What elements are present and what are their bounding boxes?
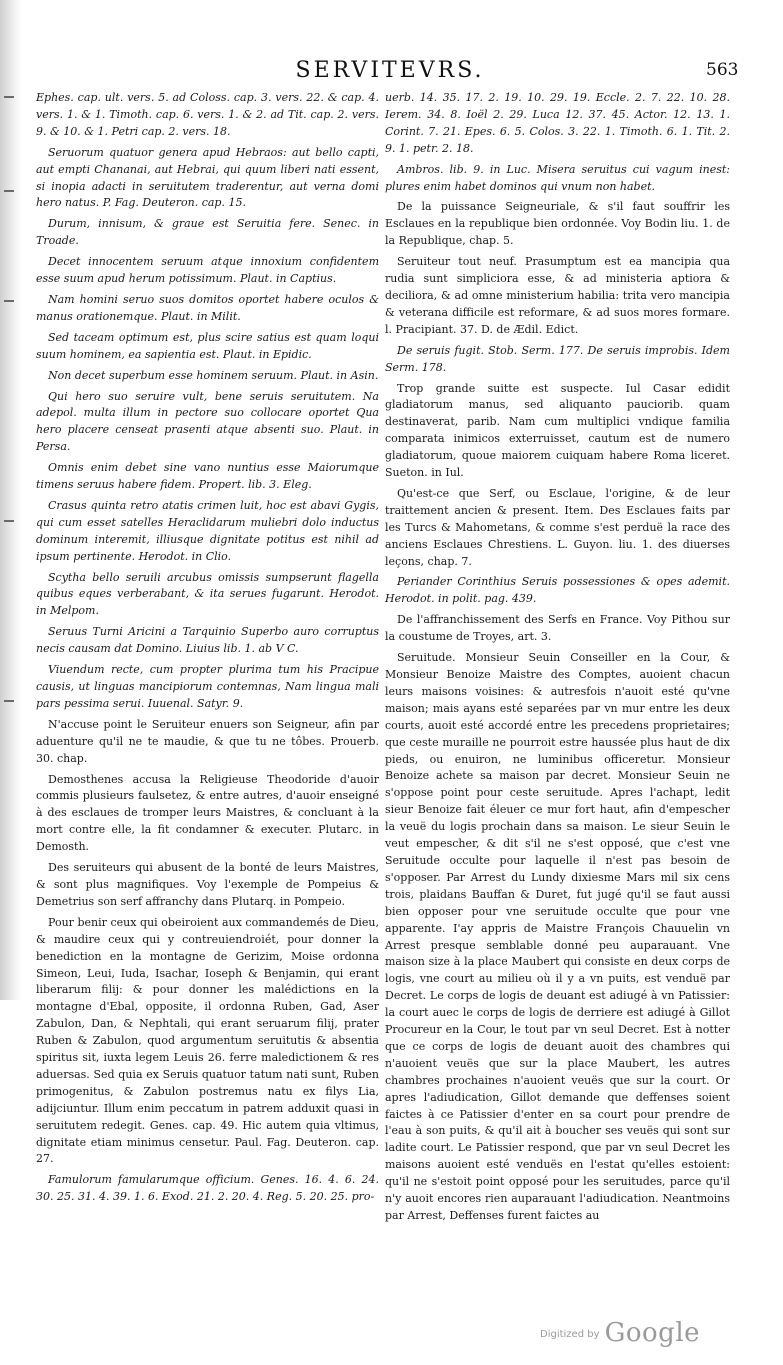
paragraph: De seruis fugit. Stob. Serm. 177. De seruis improbis. Idem Serm. 178.	[385, 343, 730, 374]
paragraph: Ephes. cap. ult. vers. 5. ad Coloss. cap. 3. vers. 22. & cap. 4. vers. 1. & 1. Timoth. cap. 6. vers. 1. & 2. ad Tit. cap. 2. vers. 9. & 10. & 1. Petri cap. 2. vers. 18.	[36, 91, 379, 138]
right-text-column	[385, 90, 730, 1229]
digitized-watermark	[540, 1318, 700, 1348]
paragraph: Viuendum recte, cum propter plurima tum his Pracipue causis, ut linguas mancipiorum contemnas, Nam lingua mali pars pessima serui. Iuuenal. Satyr. 9.	[36, 663, 379, 710]
paragraph: Pour benir ceux qui obeiroient aux commandemés de Dieu, & maudire ceux qui y contreuiendroiét, pour donner la benediction en la montagne de Gerizim, Moise ordonna Simeon, Leui, Iuda, Isachar, Ioseph & Benjamin, qui erant liberarum filij: & pour donner les malédictions en la montagne d'Ebal, opposite, il ordonna Ruben, Gad, Aser Zabulon, Dan, & Nephtali, qui erant seruarum filij, prater Ruben & Zabulon, quod argumentum seruitutis & absentia spiritus sit, iuxta legem Leuis 26. ferre maledictionem & res aduersas. Sed quia ex Seruis quatuor tatum nati sunt, Ruben primogenitus, & Zabulon postremus natu ex filys Lia, adijciuntur. Illum enim peccatum in patrem adduxit quasi in seruitutem redegit. Genes. cap. 49. Hic autem quia vltimus, dignitate etiam minimus censetur. Paul. Fag. Deuteron. cap. 27.	[36, 915, 379, 1166]
paragraph: N'accuse point le Seruiteur enuers son Seigneur, afin par aduenture qu'il ne te maudie, & que tu ne tôbes. Prouerb. 30. chap.	[36, 717, 379, 765]
watermark-brand: Google	[604, 1318, 701, 1348]
paragraph: Crasus quinta retro atatis crimen luit, hoc est abavi Gygis, qui cum esset satelles Heraclidarum muliebri dolo inductus dominum interemit, illiusque dignitate potitus est nihil ad ipsum pertinente. Herodot. in Clio.	[36, 498, 379, 563]
paragraph: Qu'est-ce que Serf, ou Esclaue, l'origine, & de leur traittement ancien & present. Item. Des Esclaues faits par les Turcs & Mahometans, & comme s'est perduë la race des anciens Esclaues Chrestiens. L. Guyon. liu. 1. des diuerses leçons, chap. 7.	[385, 486, 730, 568]
paragraph: Decet innocentem seruum atque innoxium confidentem esse suum apud herum potissimum. Plaut. in Captius.	[36, 255, 379, 286]
paragraph: Periander Corinthius Seruis possessiones & opes ademit. Herodot. in polit. pag. 439.	[385, 575, 730, 606]
edge-mark	[4, 520, 14, 522]
paragraph: Famulorum famularumque officium. Genes. 16. 4. 6. 24. 30. 25. 31. 4. 39. 1. 6. Exod. 21. 2. 20. 4. Reg. 5. 20. 25. pro-	[36, 1173, 379, 1204]
watermark-prefix: Digitized by	[540, 1329, 600, 1340]
edge-mark	[4, 700, 14, 702]
edge-mark	[4, 96, 14, 98]
page-number: 563	[706, 60, 739, 80]
left-text-column	[36, 90, 379, 1210]
paragraph: Seruiteur tout neuf. Prasumptum est ea mancipia qua rudia sunt simpliciora esse, & ad ministeria aptiora & deciliora, & ad omne ministerium habilia: trita vero mancipia & veterana difficile est reformare, & ad suos mores formare. l. Pracipiant. 37. D. de Ædil. Edict.	[385, 255, 730, 336]
paragraph: Scytha bello seruili arcubus omissis sumpserunt flagella quibus eques verberabant, & ita serues fugarunt. Herodot. in Melpom.	[36, 570, 379, 618]
paragraph: Durum, innisum, & graue est Seruitia fere. Senec. in Troade.	[36, 217, 379, 248]
paragraph: Qui hero suo seruire vult, bene seruis seruitutem. Na adepol. multa illum in pectore suo collocare oportet Qua hero placere censeat prasenti atque absenti suo. Plaut. in Persa.	[36, 389, 379, 454]
paragraph: uerb. 14. 35. 17. 2. 19. 10. 29. 19. Eccle. 2. 7. 22. 10. 28. Ierem. 34. 8. Ioël 2. 29. Luca 12. 37. 45. Actor. 12. 13. 1. Corint. 7. 21. Epes. 6. 5. Colos. 3. 22. 1. Timoth. 6. 1. Tit. 2. 9. 1. petr. 2. 18.	[385, 91, 730, 155]
paragraph: De l'affranchissement des Serfs en France. Voy Pithou sur la coustume de Troyes, art. 3.	[385, 613, 730, 644]
paragraph: Omnis enim debet sine vano nuntius esse Maiorumque timens seruus habere fidem. Propert. lib. 3. Eleg.	[36, 461, 379, 492]
paragraph: Trop grande suitte est suspecte. Iul Casar edidit gladiatorum manus, sed aliquanto pauciorib. quam destinaverat, parib. Nam cum multiplici vndique familia comparata inimicos exterruisset, cautum est de numero gladiatorum, quoue maiorem cuiquam habere Roma liceret. Sueton. in Iul.	[385, 381, 730, 480]
paragraph: Seruorum quatuor genera apud Hebraos: aut bello capti, aut empti Chananai, aut Hebrai, qui quum liberi nati essent, si inopia adacti in seruitutem traderentur, aut verna domi hero natus. P. Fag. Deuteron. cap. 15.	[36, 145, 379, 210]
paragraph: Non decet superbum esse hominem seruum. Plaut. in Asin.	[48, 368, 379, 382]
paragraph: Demosthenes accusa la Religieuse Theodoride d'auoir commis plusieurs faulsetez, & entre autres, d'auoir enseigné à des esclaues de tromper leurs Maistres, & concluant à la mort contre elle, la fit condamner & executer. Plutarc. in Demosth.	[36, 772, 379, 854]
edge-mark	[4, 190, 14, 192]
paragraph: Seruus Turni Aricini a Tarquinio Superbo auro corruptus necis causam dat Domino. Liuius lib. 1. ab V C.	[36, 625, 379, 656]
running-head: SERVITEVRS.	[295, 58, 485, 83]
paragraph: Nam homini seruo suos domitos oportet habere oculos & manus orationemque. Plaut. in Milit.	[36, 292, 379, 323]
edge-mark	[4, 300, 14, 302]
paragraph: Seruitude. Monsieur Seuin Conseiller en la Cour, & Monsieur Benoize Maistre des Comptes, auoient chacun leurs maisons voisines: & autresfois n'auoit esté qu'vne maison; mais ayans esté separées par vn mur entre les deux courts, auoit esté accordé entre les precedens proprietaires; que ceste muraille ne pourroit estre haussée plus haut de dix pieds, ou enuiron, ne luminibus officeretur. Monsieur Benoize achete sa maison par decret. Monsieur Seuin ne s'oppose point pour ceste seruitude. Apres l'achapt, ledit sieur Benoize fait éleuer ce mur fort haut, afin d'empescher la veuë du logis prochain dans sa maison. Le sieur Seuin le veut empescher, & dit s'il ne s'est opposé, que c'est vne Seruitude occulte pour laquelle il n'est pas besoin de s'opposer. Par Arrest du Lundy dixiesme Mars mil six cens trois, plaidans Bauffan & Duret, fut jugé qu'il se faut aussi bien opposer pour vne seruitude occulte que pour vne apparente. I'ay appris de Maistre François Chauuelin vn Arrest presque semblable donné peu auparauant. Vne maison size à la place Maubert qui consiste en deux corps de logis, vne court au milieu où il y a vn puits, est venduë par Decret. Le corps de logis de deuant est adiugé à vn Patissier: la court auec le corps de logis de derriere est adiugé à Gillot Procureur en la Cour, le tout par vn seul Decret. Est à notter que ce corps de logis de deuant auoit des chambres qui n'auoient veuës que sur la place Maubert, les autres chambres prochaines n'auoient veuës que sur la court. Or apres l'adiudication, Gillot demande que deffenses soient faictes à ce Patissier d'enter en sa court pour prendre de l'eau à son puits, & qu'il ait à boucher ses veuës qui sont sur ladite court. Le Patissier respond, que par vn seul Decret les maisons auoient esté venduës en l'estat qu'elles estoient: qu'il ne s'estoit point opposé pour les seruitudes, parce qu'il n'y auoit encores rien auparauant l'adiudication. Neantmoins par Arrest, Deffenses furent faictes au	[385, 651, 730, 1222]
paragraph: De la puissance Seigneuriale, & s'il faut souffrir les Esclaues en la republique bien ordonnée. Voy Bodin liu. 1. de la Republique, chap. 5.	[385, 200, 730, 248]
paragraph: Ambros. lib. 9. in Luc. Misera seruitus cui vagum inest: plures enim habet dominos qui vnum non habet.	[385, 162, 730, 193]
paragraph: Sed taceam optimum est, plus scire satius est quam loqui suum hominem, ea sapientia est. Plaut. in Epidic.	[36, 330, 379, 361]
paragraph: Des seruiteurs qui abusent de la bonté de leurs Maistres, & sont plus magnifiques. Voy l'exemple de Pompeius & Demetrius son serf affranchy dans Plutarq. in Pompeio.	[36, 861, 379, 908]
page-binding-edge	[0, 0, 22, 1000]
